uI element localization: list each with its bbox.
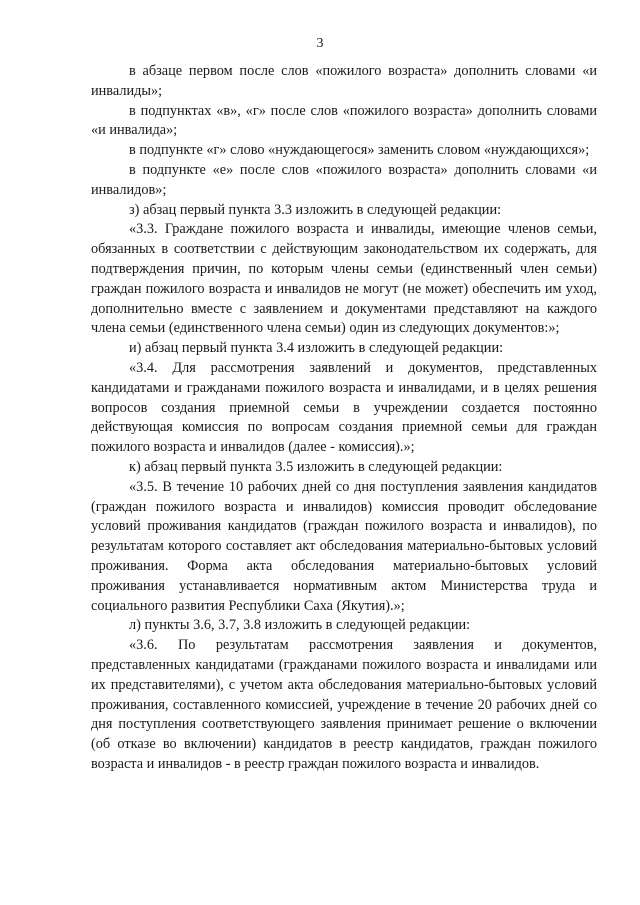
paragraph: и) абзац первый пункта 3.4 изложить в следующей редакции:	[129, 340, 504, 357]
paragraph: в подпунктах «в», «г» после слов «пожилого возраста» дополнить словами «и инвалида»;	[91, 102, 597, 139]
document-body	[91, 62, 597, 775]
paragraph: в абзаце первом после слов «пожилого возраста» дополнить словами «и инвалиды»;	[91, 63, 597, 99]
paragraph: «3.3. Граждане пожилого возраста и инвалиды, имеющие членов семьи, обязанных в соответствии с действующим законодательством их содержать, для подтверждения причин, по которым члены семьи (единственный член семьи) граждан пожилого возраста и инвалидов не могут (не может) обеспечить им уход, дополнительно вместе с заявлением и документами представляют на каждого члена семьи (единственного члена семьи) один из следующих документов:»;	[91, 221, 597, 337]
paragraph: в подпункте «е» после слов «пожилого возраста» дополнить словами «и инвалидов»;	[91, 161, 597, 198]
paragraph: «3.4. Для рассмотрения заявлений и документов, представленных кандидатами и гражданами пожилого возраста и инвалидами, и в целях решения вопросов создания приемной семьи в учреждении создается постоянно действующая комиссия по вопросам создания приемной семьи для граждан пожилого возраста и инвалидов (далее - комиссия).»;	[91, 359, 597, 456]
paragraph: в подпункте «г» слово «нуждающегося» заменить словом «нуждающихся»;	[129, 142, 590, 159]
paragraph: к) абзац первый пункта 3.5 изложить в следующей редакции:	[129, 458, 503, 475]
paragraph: «3.6. По результатам рассмотрения заявления и документов, представленных кандидатами (гражданами пожилого возраста и инвалидами или их представителями), с учетом акта обследования материально-бытовых условий проживания, составленного комиссией, учреждение в течение 20 рабочих дней со дня поступления соответствующего заявления принимает решение о включении (об отказе во включении) кандидатов в реестр кандидатов, граждан пожилого возраста и инвалидов - в реестр граждан пожилого возраста и инвалидов.	[91, 637, 597, 772]
paragraph: л) пункты 3.6, 3.7, 3.8 изложить в следующей редакции:	[129, 617, 471, 634]
page-number: 3	[316, 36, 324, 51]
paragraph: «3.5. В течение 10 рабочих дней со дня поступления заявления кандидатов (граждан пожилого возраста и инвалидов) комиссия проводит обследование условий проживания кандидатов (граждан пожилого возраста и инвалидов), по результатам которого составляет акт обследования материально-бытовых условий проживания. Форма акта обследования материально-бытовых условий проживания устанавливается нормативным актом Министерства труда и социального развития Республики Саха (Якутия).»;	[91, 478, 597, 614]
paragraph: з) абзац первый пункта 3.3 изложить в следующей редакции:	[129, 201, 502, 218]
